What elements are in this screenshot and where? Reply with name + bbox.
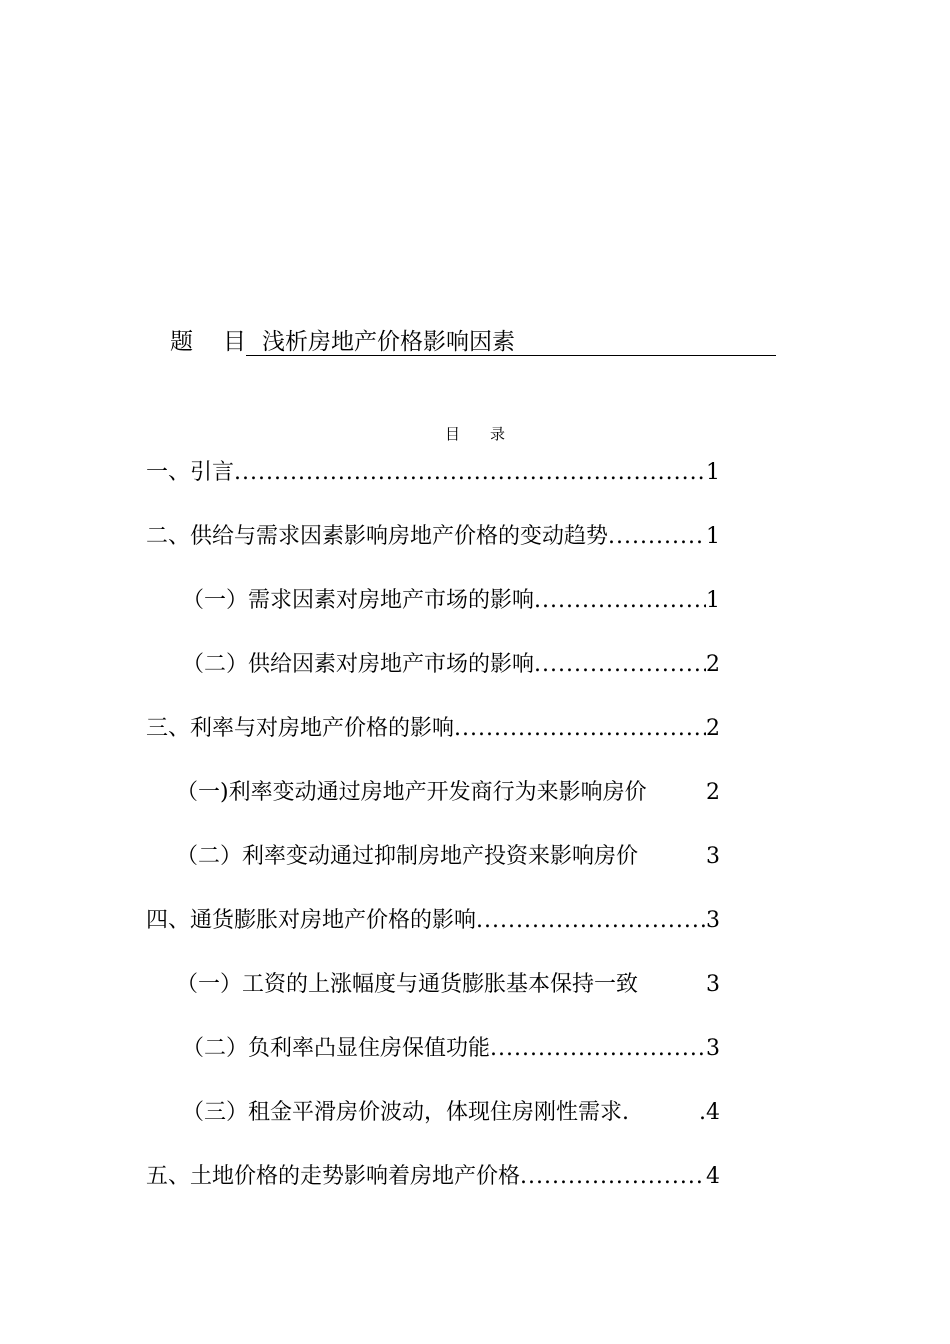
toc-entry[interactable] [146, 904, 720, 938]
toc-leader-dots [490, 1032, 706, 1066]
toc-entry[interactable] [176, 968, 720, 1002]
toc-entry[interactable] [146, 520, 720, 554]
toc-leader-dots [534, 648, 706, 682]
toc-entry-text: 五、土地价格的走势影响着房地产价格 [146, 1164, 521, 1189]
title-row [170, 322, 780, 362]
toc-entry-text: （二）供给因素对房地产市场的影响 [182, 652, 535, 677]
toc-leader-dots [476, 904, 706, 938]
toc-entry[interactable] [182, 584, 720, 618]
toc-entry-text: （二）负利率凸显住房保值功能 [182, 1036, 491, 1061]
toc-entry[interactable] [182, 1032, 720, 1066]
title-label: 题目 [170, 329, 276, 355]
toc-page-number: 3 [706, 844, 720, 869]
toc-page-number: 1 [706, 460, 720, 485]
toc-entry-text: （一）需求因素对房地产市场的影响 [182, 588, 535, 613]
toc-leader-dots [454, 712, 706, 746]
toc-page-number: .4 [699, 1100, 720, 1125]
toc-entry[interactable] [146, 712, 720, 746]
toc-leader-dots [608, 520, 706, 554]
toc-page-number: 2 [706, 716, 720, 741]
toc-page-number: 3 [706, 972, 720, 997]
toc-heading: 目录 [444, 425, 535, 443]
toc-page-number: 3 [706, 1036, 720, 1061]
toc-entry[interactable] [146, 456, 720, 490]
toc-entry-text: 四、通货膨胀对房地产价格的影响 [146, 908, 477, 933]
toc-entry[interactable] [176, 840, 720, 874]
toc-entry[interactable] [182, 1096, 720, 1130]
toc-leader-dots [534, 584, 706, 618]
toc-page-number: 3 [706, 908, 720, 933]
toc-page-number: 4 [706, 1164, 720, 1189]
toc-page-number: 2 [706, 780, 720, 805]
toc-page-number: 2 [706, 652, 720, 677]
toc-entry-text: 二、供给与需求因素影响房地产价格的变动趋势 [146, 524, 609, 549]
toc-entry-text: （一)利率变动通过房地产开发商行为来影响房价 [176, 780, 647, 805]
toc-entry[interactable] [146, 1160, 720, 1194]
toc-leader-dots [234, 456, 706, 490]
page-title: 浅析房地产价格影响因素 [262, 329, 515, 355]
toc-page-number: 1 [706, 588, 720, 613]
toc-entry-text: （二）利率变动通过抑制房地产投资来影响房价 [176, 844, 639, 869]
toc-page-number: 1 [706, 524, 720, 549]
toc-entry[interactable] [182, 648, 720, 682]
toc-entry-text: （三）租金平滑房价波动，体现住房刚性需求. [182, 1100, 629, 1125]
toc-entry-text: 一、引言 [146, 460, 235, 485]
toc-entry-text: （一）工资的上涨幅度与通货膨胀基本保持一致 [176, 972, 639, 997]
toc-entry-text: 三、利率与对房地产价格的影响 [146, 716, 455, 741]
toc-leader-dots [520, 1160, 706, 1194]
toc-entry[interactable] [176, 776, 720, 810]
